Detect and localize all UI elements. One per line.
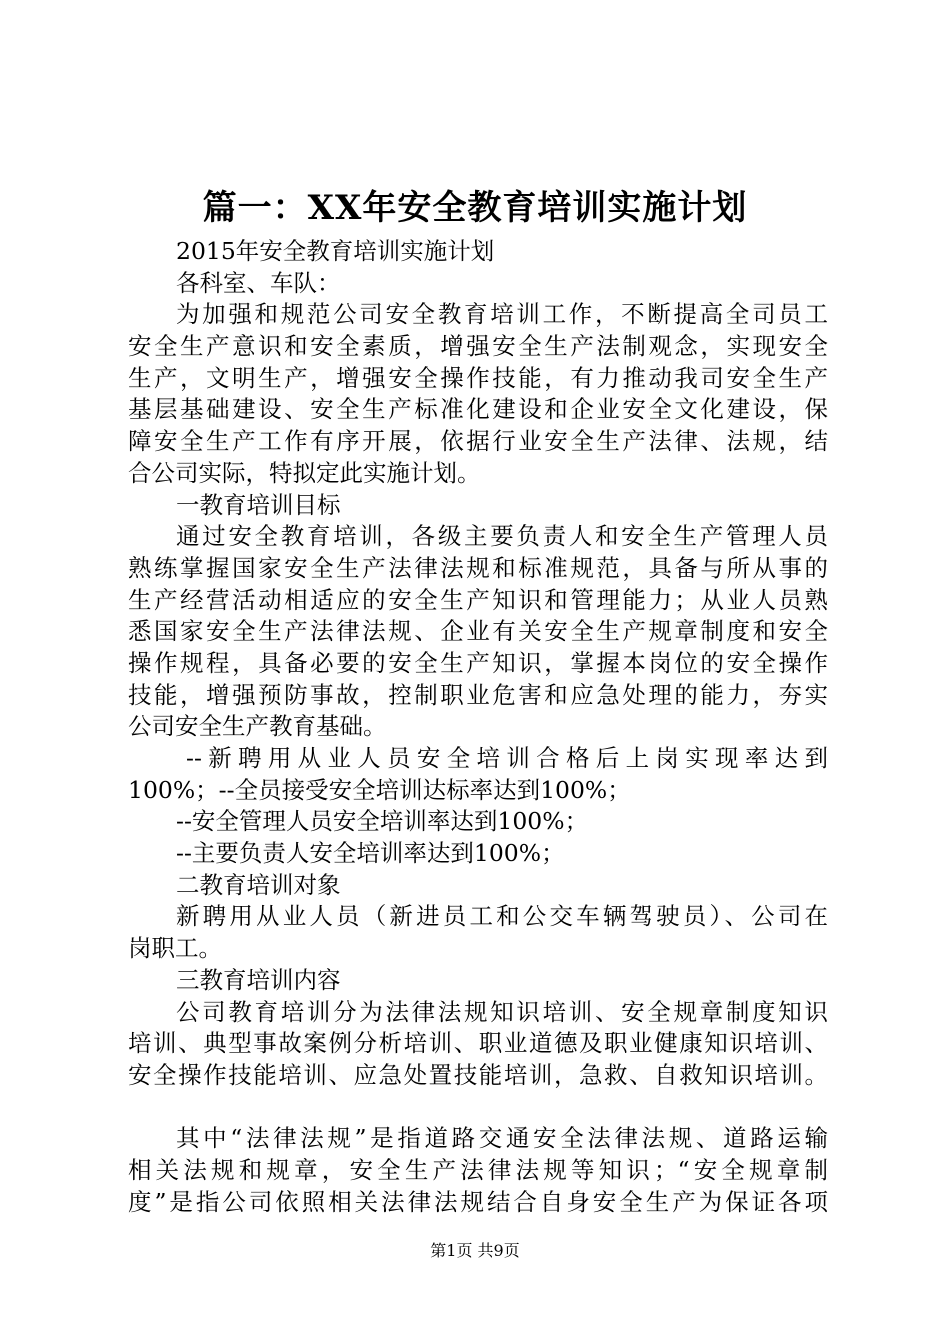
text-line: 生产，文明生产，增强安全操作技能，有力推动我司安全生产 — [128, 363, 828, 392]
text-line: 各科室、车队： — [176, 268, 341, 297]
text-line: 相关法规和规章，安全生产法律法规等知识；“安全规章制 — [128, 1155, 828, 1184]
text-line: 2015年安全教育培训实施计划 — [176, 237, 495, 265]
text-line: --主要负责人安全培训率达到100%； — [176, 839, 565, 868]
text-line: 安全生产意识和安全素质，增强安全生产法制观念，实现安全 — [128, 332, 828, 361]
text-line: 障安全生产工作有序开展，依据行业安全生产法律、法规，结 — [128, 427, 828, 456]
text-line: 安全操作技能培训、应急处置技能培训，急救、自救知识培训。 — [128, 1060, 828, 1089]
text-line: 熟练掌握国家安全生产法律法规和标准规范，具备与所从事的 — [128, 553, 828, 582]
blank-line — [128, 1092, 828, 1124]
text-line: 100%；--全员接受安全培训达标率达到100%； — [128, 775, 631, 804]
text-line: 悉国家安全生产法律法规、企业有关安全生产规章制度和安全 — [128, 617, 828, 646]
text-line: 其中“法律法规”是指道路交通安全法律法规、道路运输 — [176, 1124, 828, 1153]
text-line: --安全管理人员安全培训率达到100%； — [176, 807, 589, 836]
text-line: 培训、典型事故案例分析培训、职业道德及职业健康知识培训、 — [128, 1029, 828, 1058]
text-line: 通过安全教育培训，各级主要负责人和安全生产管理人员 — [176, 522, 828, 551]
document-body — [128, 236, 828, 1218]
text-line: 生产经营活动相适应的安全生产知识和管理能力；从业人员熟 — [128, 585, 828, 614]
text-line: --新聘用从业人员安全培训合格后上岗实现率达到 — [186, 744, 828, 772]
text-line: 操作规程，具备必要的安全生产知识，掌握本岗位的安全操作 — [128, 648, 828, 677]
text-line: 基层基础建设、安全生产标准化建设和企业安全文化建设，保 — [128, 395, 828, 424]
text-line: 一教育培训目标 — [176, 490, 341, 519]
text-line: 合公司实际，特拟定此实施计划。 — [128, 458, 481, 487]
text-line: 三教育培训内容 — [176, 965, 341, 994]
text-line: 新聘用从业人员（新进员工和公交车辆驾驶员）、公司在 — [176, 902, 828, 931]
text-line: 为加强和规范公司安全教育培训工作，不断提高全司员工 — [176, 300, 828, 329]
text-line: 技能，增强预防事故，控制职业危害和应急处理的能力，夯实 — [128, 680, 828, 709]
text-line: 二教育培训对象 — [176, 870, 341, 899]
text-line: 公司教育培训分为法律法规知识培训、安全规章制度知识 — [176, 997, 828, 1026]
text-line: 岗职工。 — [128, 934, 222, 963]
text-line: 度”是指公司依照相关法律法规结合自身安全生产为保证各项 — [128, 1187, 828, 1216]
text-line: 公司安全生产教育基础。 — [128, 712, 387, 741]
page-footer: 第1页 共9页 — [430, 1241, 520, 1260]
document-title: 篇一：XX年安全教育培训实施计划 — [202, 188, 748, 228]
